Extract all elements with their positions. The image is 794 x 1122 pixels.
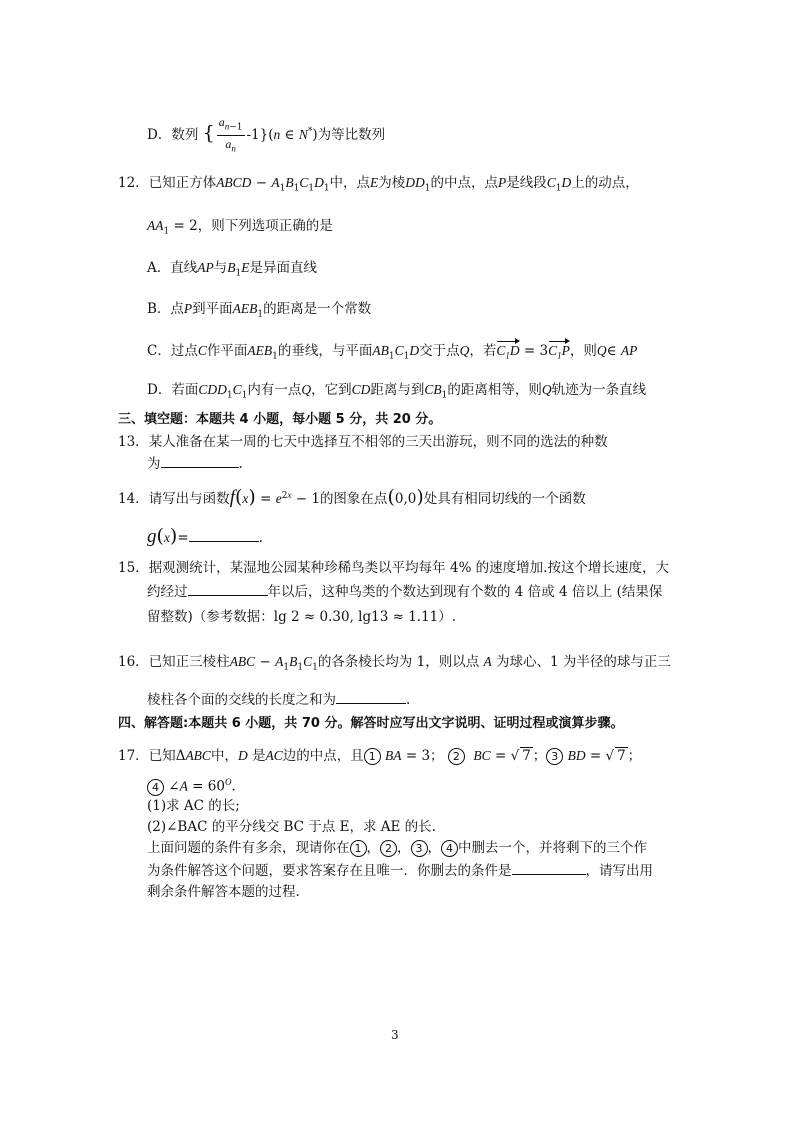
q12-option-c-text: ，则 (569, 343, 597, 359)
q17-text: 是 (251, 748, 266, 764)
q12-text: ，则下列选项正确的是 (197, 218, 333, 234)
question-number: 12． (118, 175, 149, 191)
q12-text: 是线段 (506, 175, 547, 191)
q12-option-a-text: A．直线 (147, 260, 198, 276)
q12-option-d-text: 的距离相等，则 (447, 382, 542, 398)
q12-option-d: D．若面$CDD_1C_1$内有一点Q，它到CD距离与到$CB_1$的距离相等，则Q轨迹为一条直线 (147, 382, 647, 401)
q15-line-2 (147, 583, 662, 601)
q12-option-c: C．过点C作平面$AEB_1$的垂线，与平面$AB_1C_1D$交于点Q，若$C_1D = 3C_1P$，则Q∈ AP (147, 343, 638, 362)
q12-option-d-text: 距离与到 (370, 382, 425, 398)
q12-option-c-text: 交于点 (419, 343, 460, 359)
circled-4: 4 (441, 840, 458, 857)
q16-text: 棱柱各个面的交线的长度之和为 (147, 692, 336, 708)
q12-option-b-text: 到平面 (192, 301, 233, 317)
q12-option-c-text: ，若 (469, 343, 497, 359)
q15-text: 年以后，这种鸟类的个数达到现有个数的 4 倍或 4 倍以上 (结果保 (267, 584, 663, 600)
q16-text: 的各条棱长均为 1，则以点 (317, 654, 480, 670)
q13-text: 为 (147, 456, 161, 472)
q17-note-text: 为条件解答这个问题，要求答案存在且唯一．你删去的条件是 (147, 863, 512, 879)
q17-note-text: ，请写出用 (585, 863, 653, 879)
q17-note-3: 剩余条件解答本题的过程. (147, 884, 300, 900)
page-number: 3 (391, 1028, 399, 1042)
q15-text: 留整数)（参考数据： (147, 609, 274, 625)
section-4-heading: 四、解答题:本题共 6 小题，共 70 分。解答时应写出文字说明、证明过程或演算步骤。 (118, 716, 624, 731)
q13-text: . (238, 456, 243, 472)
circled-2: 2 (380, 840, 397, 857)
circled-1: 1 (364, 748, 381, 765)
q15-text: 据观测统计，某湿地公园某种珍稀鸟类以平均每年 4% 的速度增加.按这个增长速度，大 (148, 560, 669, 576)
q12-option-d-text: ，它到 (311, 382, 352, 398)
q12-option-c-text: 作平面 (206, 343, 248, 359)
q12-text: 的中点，点 (430, 175, 499, 191)
q12-text: 上的动点， (571, 175, 639, 191)
q17-note-text: 中删去一个，并将剩下的三个作 (458, 840, 647, 856)
section-3-heading: 三、填空题：本题共 4 小题，每小题 5 分，共 20 分。 (118, 412, 442, 427)
q12-option-d-text: 轨迹为一条直线 (551, 382, 647, 398)
q12-option-a: A．直线AP与$B_1E$是异面直线 (147, 260, 317, 279)
q11-option-d: D．数列 { $\frac{a_{n-1}}{a_n}$ -1}(n ∈ N*)为等比数列 (147, 114, 385, 157)
q12-condition: $AA_1 = 2$，则下列选项正确的是 (147, 218, 333, 237)
answer-blank[interactable] (336, 691, 406, 704)
q17-note-2 (147, 862, 653, 880)
answer-blank[interactable] (512, 862, 586, 875)
question-number: 15． (118, 560, 149, 576)
q12-option-c-text: 的垂线，与平面 (277, 343, 373, 359)
q17-text: 中， (210, 748, 238, 764)
q17-text: 已知 (148, 748, 176, 764)
q12-option-b-text: B．点 (147, 301, 184, 317)
q17-line-1: 17．已知ΔABC中，D 是AC边的中点，且 1 BA = 3； 2 BC = √ 7 ； 3 BD = √ 7 ； (118, 748, 642, 764)
q12-stem: 12．已知正方体ABCD − $A_1B_1C_1D_1$中，点E为棱$DD_1$的中点，点P是线段$C_1D$上的动点， (118, 175, 639, 194)
q12-text: 中，点 (329, 175, 371, 191)
q11-option-d-label: D．数列 (147, 126, 199, 143)
fraction: $\frac{a_{n-1}}{a_n}$ (218, 115, 243, 154)
q15-line-1 (118, 560, 669, 577)
q17-note-1: 上面问题的条件有多余，现请你在 1 ， 2 ， 3 ， 4 中删去一个，并将剩下的三个作 (147, 840, 647, 856)
q12-text: 为棱 (378, 175, 406, 191)
q15-line-3: 留整数)（参考数据：lg 2 ≈ 0.30, lg13 ≈ 1.11）. (147, 609, 457, 625)
answer-blank[interactable] (161, 455, 239, 468)
q17-condition-4: 4 ∠A = $60^O$. (147, 777, 236, 796)
q14-line-2: g(x)= . (147, 525, 263, 547)
vector-c1d: $C_1D$ (496, 343, 520, 361)
q13-text: 某人准备在某一周的七天中选择互不相邻的三天出游玩，则不同的选法的种数 (148, 434, 608, 450)
q14-text: 请写出与函数 (148, 491, 230, 507)
q16-text: . (406, 692, 411, 708)
q17-text: 边的中点，且 (282, 748, 364, 764)
q12-option-a-text: 是异面直线 (249, 260, 317, 276)
q13-line-2 (147, 455, 243, 473)
circled-4: 4 (147, 779, 164, 796)
circled-2: 2 (448, 748, 465, 765)
q16-line-2 (147, 691, 410, 709)
q16-text: 为球心、1 为半径的球与正三 (496, 654, 671, 670)
q12-option-d-text: D．若面 (147, 382, 199, 398)
q12-text: 已知正方体 (148, 175, 217, 191)
q15-text: ）. (438, 609, 457, 625)
question-number: 14． (118, 491, 149, 507)
q14-text: 的图象在点 (319, 491, 388, 507)
circled-1: 1 (350, 840, 367, 857)
q17-note-text: 上面问题的条件有多余，现请你在 (147, 840, 350, 856)
q11-option-d-suffix: 为等比数列 (317, 126, 386, 143)
answer-blank[interactable] (188, 583, 268, 596)
q16-line-1: 16．已知正三棱柱ABC − $A_1B_1C_1$的各条棱长均为 1，则以点 A 为球心、1 为半径的球与正三 (118, 654, 671, 673)
q12-option-b: B．点P到平面$AEB_1$的距离是一个常数 (147, 301, 372, 320)
q17-sub-2: (2)∠BAC 的平分线交 BC 于点 E，求 AE 的长. (147, 819, 436, 835)
q12-option-b-text: 的距离是一个常数 (263, 301, 372, 317)
question-number: 16． (118, 654, 149, 670)
q17-sub-1: (1)求 AC 的长; (147, 798, 240, 814)
question-number: 17． (118, 748, 149, 764)
q13-line-1 (118, 434, 608, 451)
circled-3: 3 (546, 748, 563, 765)
q12-option-c-text: C．过点 (147, 343, 198, 359)
q16-text: 已知正三棱柱 (148, 654, 230, 670)
vector-c1p: $C_1P$ (548, 343, 570, 361)
q12-option-d-text: 内有一点 (247, 382, 302, 398)
answer-blank[interactable] (189, 529, 259, 542)
question-number: 13． (118, 434, 149, 450)
q15-text: 约经过 (147, 584, 188, 600)
q14-line-1: 14．请写出与函数$f(x) = e^{2x} - 1$的图象在点(0,0)处具有相同切线的一个函数 (118, 486, 586, 508)
q14-text: 处具有相同切线的一个函数 (423, 491, 586, 507)
q12-option-a-text: 与 (213, 260, 228, 276)
q14-text: . (258, 530, 263, 546)
circled-3: 3 (411, 840, 428, 857)
